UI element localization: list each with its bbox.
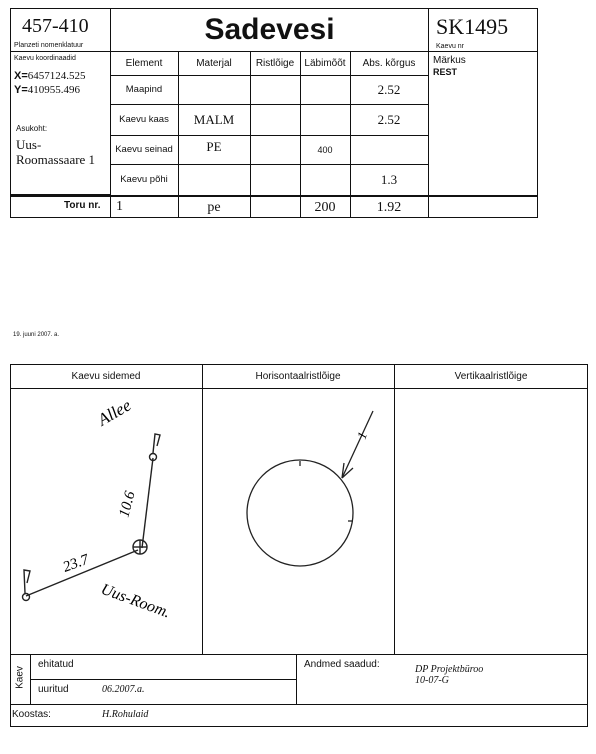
location-label: Asukoht: (16, 124, 48, 133)
table-header: Abs. kõrgus (362, 57, 416, 69)
table-cell-material: MALM (193, 111, 235, 127)
table-header: Ristlõige (255, 57, 295, 69)
table-cell-element: Maapind (125, 84, 163, 95)
well-links-sketch (10, 388, 202, 654)
table-header: Materjal (196, 57, 232, 69)
table-cell-material: PE (206, 138, 222, 154)
pipe-label: Toru nr. (64, 200, 101, 211)
table-cell-height: 2.52 (377, 111, 401, 127)
table-cell-height: 2.52 (377, 81, 401, 97)
hand-street: Uus-Room. (98, 580, 173, 622)
date-stamp: 19. juuni 2007. a. (13, 332, 60, 338)
y-label: Y= (14, 84, 28, 96)
well-outline (247, 460, 353, 566)
location-line1: Uus- (16, 137, 42, 152)
hand-distance-2: 23.7 (60, 551, 92, 576)
horizontal-section-sketch (202, 388, 394, 654)
hand-distance-1: 10.6 (116, 489, 139, 520)
x-value: 6457124.525 (27, 70, 86, 82)
map-sheet-number: 457-410 (22, 15, 89, 37)
remark-value: REST (433, 67, 458, 77)
x-label: X= (14, 70, 28, 82)
y-coordinate (14, 84, 80, 96)
pipe-number: 1 (116, 199, 123, 214)
footer-line (30, 679, 296, 680)
surveyed-value: 06.2007.a. (102, 684, 145, 695)
pipe-diameter: 200 (314, 200, 336, 215)
coords-label: Kaevu koordinaadid (14, 55, 76, 62)
footer-line (30, 654, 31, 704)
table-line (428, 51, 429, 218)
sketch-divider (394, 364, 395, 654)
pointer-flag-icon (24, 570, 30, 593)
table-line (10, 195, 538, 197)
table-cell-height: 1.3 (380, 171, 398, 187)
hand-pipe-number: 1 (353, 429, 371, 442)
table-cell-element: Kaevu seinad (115, 144, 173, 155)
well-number-label: Kaevu nr (436, 43, 465, 50)
pipe-material: pe (207, 200, 221, 215)
data-source-line2: 10-07-G (415, 675, 449, 686)
target-node-street (23, 594, 30, 601)
built-label: ehitatud (38, 659, 74, 670)
card-title: Sadevesi (204, 13, 335, 46)
table-cell-element: Kaevu kaas (119, 114, 169, 125)
table-header: Element (125, 57, 163, 69)
location-line2: Roomassaare 1 (16, 152, 96, 167)
pipe-height: 1.92 (376, 200, 402, 215)
col-header-horizontal: Horisontaalristlõige (255, 370, 341, 382)
author-label: Koostas: (12, 709, 51, 720)
x-coordinate (14, 70, 86, 82)
kaev-label: Kaev (14, 666, 26, 689)
link-line-allee (142, 458, 153, 548)
data-source-line1: DP Projektbüroo (415, 664, 484, 675)
map-sheet-label: Planzeti nomenklatuur (14, 42, 84, 49)
surveyed-label: uuritud (38, 684, 69, 695)
footer-line (10, 704, 588, 705)
table-header: Läbimõõt (304, 57, 346, 69)
col-header-vertical: Vertikaalristlõige (454, 370, 528, 382)
col-header-links: Kaevu sidemed (71, 370, 141, 382)
hand-allee: Allee (94, 395, 135, 430)
well-number: SK1495 (436, 14, 509, 39)
y-value: 410955.496 (27, 84, 81, 96)
footer-line (10, 654, 588, 655)
pipe-line (342, 411, 373, 478)
data-source-label: Andmed saadud: (304, 659, 380, 670)
author-value: H.Rohulaid (102, 709, 149, 720)
table-cell-diameter: 400 (317, 144, 333, 155)
remark-label: Märkus (433, 55, 466, 66)
pointer-flag-icon (153, 434, 160, 453)
table-cell-element: Kaevu põhi (120, 174, 168, 185)
footer-line (296, 654, 297, 704)
